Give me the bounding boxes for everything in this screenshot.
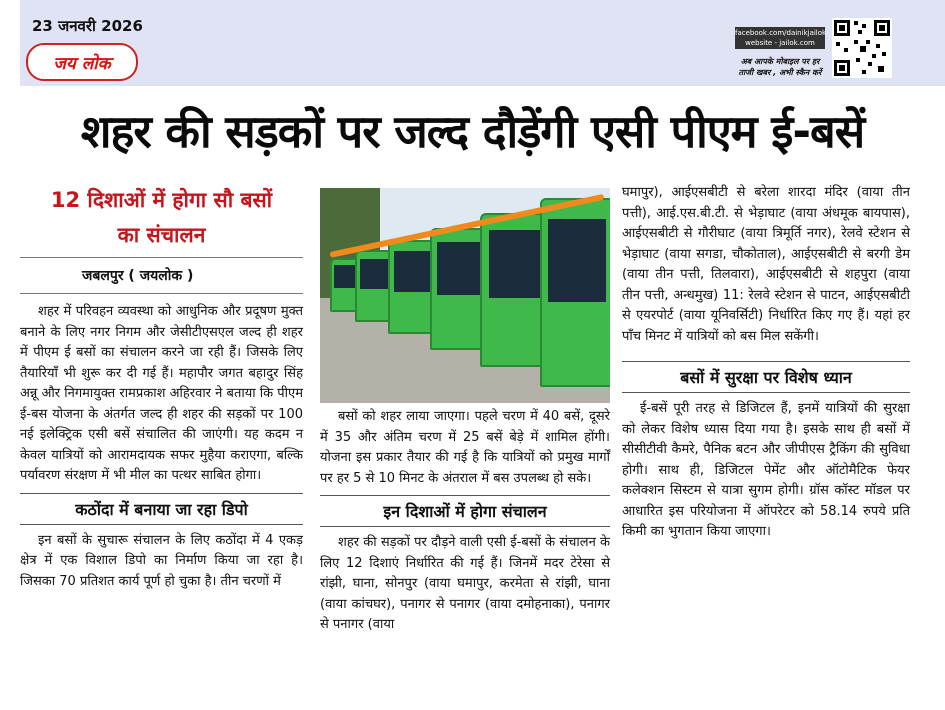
bus-image: [540, 198, 610, 387]
social-links: [735, 27, 825, 49]
scan-line-1: अब आपके मोबाइल पर हर: [740, 57, 820, 66]
qr-code-icon: [832, 18, 892, 78]
article-paragraph: घमापुर), आईएसबीटी से बरेला शारदा मंदिर (वाया तीन पत्ती), आई.एस.बी.टी. से भेड़ाघाट (वाया अंधमूक बायपास), आईएसबीटी से गौरीघाट (वाया त्रिमूर्ति नगर), रेलवे स्टेशन से भेड़ाघाट (वाया सगडा, चौकोताल), आईएसबीटी से बरगी डेम (वाया तीन पत्ती, तिलवारा), आईएसबीटी से शहपुरा (वाया तीन पत्ती, अन्धमुख) 11: रेलवे स्टेशन से पाटन, आईएसबीटी से एयरपोर्ट (वाया यूनिवर्सिटी) निर्धारित किए गए हैं। यहां हर पाँच मिनट में यात्रियों को बस मिल सकेंगी।: [622, 185, 910, 344]
scan-prompt: [730, 56, 830, 78]
scan-line-2: ताजी खबर , अभी स्कैन करें: [738, 68, 822, 77]
subheadline-line-1: 12 दिशाओं में होगा सौ बसों: [50, 188, 273, 212]
column-1: [20, 183, 303, 592]
section-heading: कठोंदा में बनाया जा रहा डिपो: [20, 493, 303, 525]
article-paragraph: शहर में परिवहन व्यवस्था को आधुनिक और प्रदूषण मुक्त बनाने के लिए नगर निगम और जेसीटीएसएल जल्द ही शहर में पीएम ई बसों का संचालन करने जा रही हैं। जिसके लिए तैयारियाँ भी शुरू कर दी गई हैं। महापौर जगत बहादुर सिंह अन्नू और निगमायुक्त रामप्रकाश अहिरवार ने बताया कि पीएम ई-बस योजना के अंतर्गत जल्द ही शहर की सड़कों पर 100 नई इलेक्ट्रिक एसी बसें संचालित की जाएंगी। यह कदम न केवल यात्रियों को आरामदायक सफर मुहैया कराएगा, बल्कि पर्यावरण संरक्षण में भी मील का पत्थर साबित होगा।: [20, 304, 303, 483]
column-3: [622, 183, 910, 543]
main-headline: शहर की सड़कों पर जल्द दौड़ेंगी एसी पीएम ई-बसें: [80, 105, 865, 158]
bus-photo: [320, 188, 610, 403]
section-heading: इन दिशाओं में होगा संचालन: [320, 495, 610, 527]
website-link: website - jailok.com: [745, 39, 815, 47]
issue-date: 23 जनवरी 2026: [32, 17, 143, 35]
newspaper-logo: जय लोक: [26, 43, 138, 81]
article-paragraph: शहर की सड़कों पर दौड़ने वाली एसी ई-बसों के संचालन के लिए 12 दिशाएं निर्धारित की गई हैं। जिनमें मदर टेरेसा से रांझी, घाना, सोनपुर (वाया घमापुर, करमेता से रांझी, घाना (वाया कांचघर), पनागर से पनागर (वाया दमोहनाका), पनागर से पनागर (वाया: [320, 535, 610, 632]
article-paragraph: ई-बसें पूरी तरह से डिजिटल हैं, इनमें यात्रियों की सुरक्षा को लेकर विशेष ध्यास दिया गया है। इसके साथ ही बसों में सीसीटीवी कैमरे, पैनिक बटन और जीपीएस ट्रैकिंग की सुविधा होगी। साथ ही, डिजिटल पेमेंट और ऑटोमैटिक फेयर कलेक्शन सिस्टम से यात्रा सुगम होगी। ग्रॉस कॉस्ट मॉडल पर आधारित इस परियोजना में ऑपरेटर को 58.14 रुपये प्रति किमी का भुगतान किया जाएगा।: [622, 401, 910, 539]
section-heading: बसों में सुरक्षा पर विशेष ध्यान: [622, 361, 910, 393]
facebook-link: facebook.com/dainikjailok: [735, 29, 827, 37]
column-2: [320, 188, 610, 636]
article-paragraph: इन बसों के सुचारू संचालन के लिए कठोंदा में 4 एकड़ क्षेत्र में एक विशाल डिपो का निर्माण किया जा रहा है। जिसका 70 प्रतिशत कार्य पूर्ण हो चुका है। तीन चरणों में: [20, 532, 303, 589]
subheadline: [20, 183, 303, 253]
divider: [20, 293, 303, 294]
dateline: जबलपुर ( जयलोक ): [82, 268, 194, 284]
subheadline-line-2: का संचालन: [117, 223, 206, 247]
divider: [20, 257, 303, 258]
article-paragraph: बसों को शहर लाया जाएगा। पहले चरण में 40 बसें, दूसरे में 35 और अंतिम चरण में 25 बसें बेड़े में शामिल होंगी। योजना इस प्रकार तैयार की गई है कि यात्रियों को प्रमुख मार्गों पर हर 5 से 10 मिनट के अंतराल में बस उपलब्ध हो सके।: [320, 409, 610, 486]
